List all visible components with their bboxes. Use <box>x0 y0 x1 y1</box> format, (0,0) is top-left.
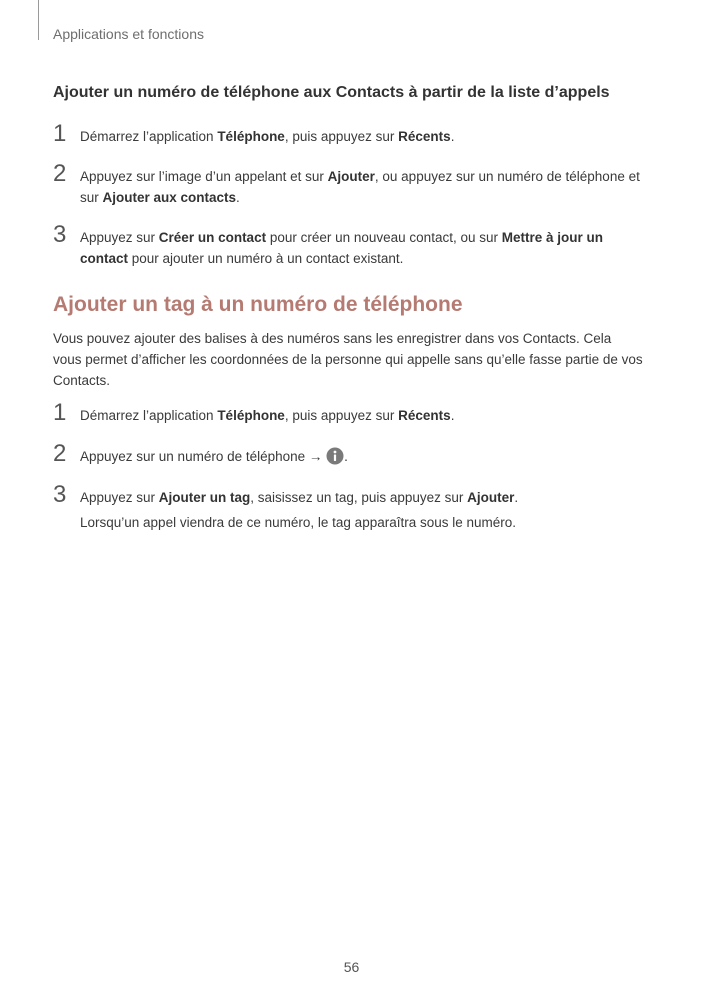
step-text: Démarrez l’application Téléphone, puis appuyez sur Récents. <box>80 408 455 423</box>
tag-section-intro: Vous pouvez ajouter des balises à des numéros sans les enregistrer dans vos Contacts. Cela vous permet d’afficher les coordonnées de la personne qui appelle sans qu’elle fasse partie de vos Contacts. <box>53 331 643 388</box>
step-text: Démarrez l’application Téléphone, puis appuyez sur Récents. <box>80 129 455 144</box>
step-number: 2 <box>53 160 67 187</box>
page-number: 56 <box>343 959 360 975</box>
step-text: Appuyez sur Créer un contact pour créer un nouveau contact, ou sur Mettre à jour un contact pour ajouter un numéro à un contact existant. <box>80 230 603 266</box>
step-text: Appuyez sur Ajouter un tag, saisissez un tag, puis appuyez sur Ajouter. <box>80 490 519 505</box>
step-number: 2 <box>53 440 67 467</box>
step-number: 1 <box>53 399 67 426</box>
running-header: Applications et fonctions <box>53 26 204 42</box>
tag-note: Lorsqu’un appel viendra de ce numéro, le tag apparaîtra sous le numéro. <box>80 515 517 530</box>
info-icon <box>326 447 344 465</box>
contacts-subheading: Ajouter un numéro de téléphone aux Contacts à partir de la liste d’appels <box>53 84 610 101</box>
tag-section-heading: Ajouter un tag à un numéro de téléphone <box>53 293 463 316</box>
step-text: Appuyez sur l’image d’un appelant et sur Ajouter, ou appuyez sur un numéro de téléphone et sur Ajouter aux contacts. <box>80 169 640 205</box>
step-number: 3 <box>53 221 67 248</box>
margin-rule <box>38 0 39 40</box>
step-text: Appuyez sur un numéro de téléphone → . <box>80 449 348 464</box>
step-number: 1 <box>53 120 67 147</box>
step-number: 3 <box>53 481 67 508</box>
